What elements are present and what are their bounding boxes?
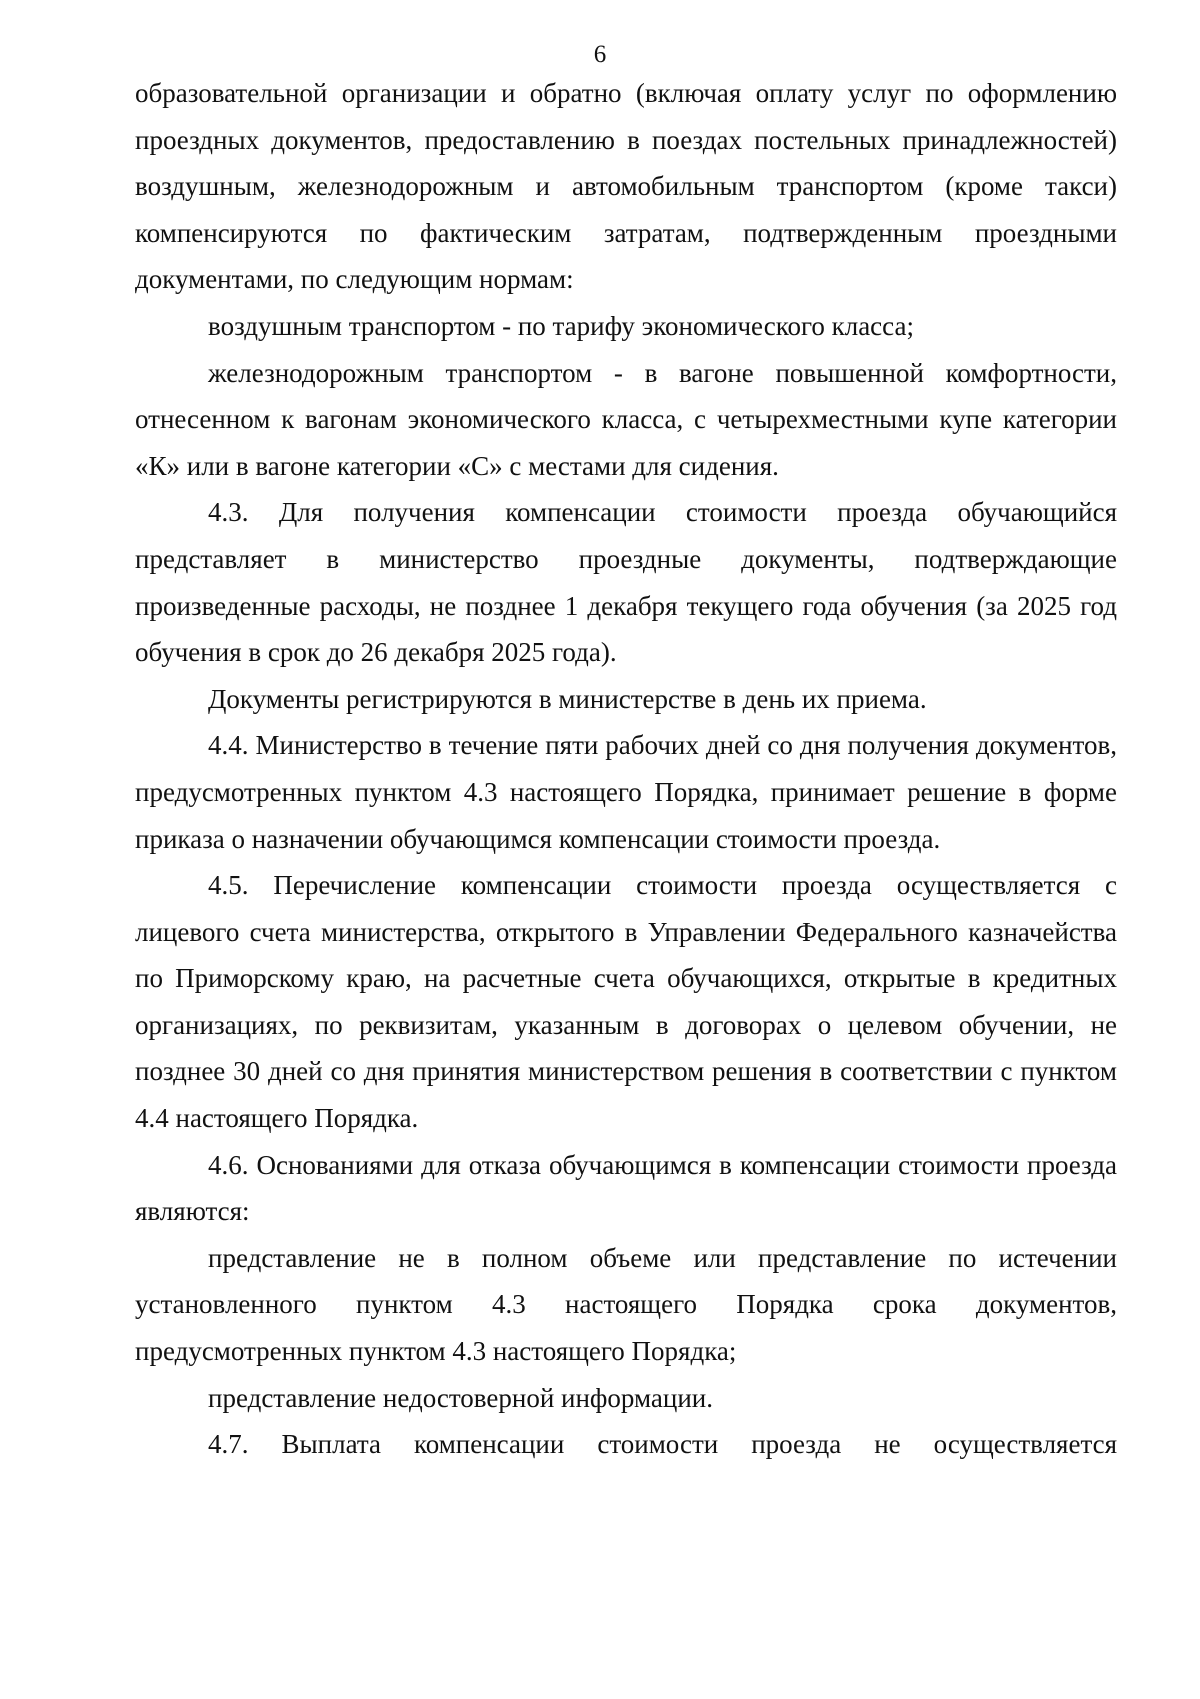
paragraph-refusal-ground-2: представление недостоверной информации. [208,1382,713,1413]
paragraph-4-7: 4.7. Выплата компенсации стоимости проезда не осуществляется [208,1429,1117,1460]
paragraph-air-transport: воздушным транспортом - по тарифу экономического класса; [208,310,914,341]
page-number: 6 [593,41,607,68]
paragraph-4-5: 4.5. Перечисление компенсации стоимости проезда осуществляется с лицевого счета министерства, открытого в Управлении Федерального казначейства по Приморскому краю, на расчетные счета обучающихся, открытые в кредитных организациях, по реквизитам, указанным в договорах о целевом обучении, не позднее 30 дней со дня принятия министерством решения в соответствии с пунктом 4.4 настоящего Порядка. [135,870,1117,1134]
paragraph-rail-transport: железнодорожным транспортом - в вагоне повышенной комфортности, отнесенном к вагонам экономического класса, с четырехместными купе категории «К» или в вагоне категории «С» с местами для сидения. [135,357,1117,481]
paragraph-registration: Документы регистрируются в министерстве в день их приема. [208,683,927,714]
paragraph-4-4: 4.4. Министерство в течение пяти рабочих дней со дня получения документов, предусмотренных пунктом 4.3 настоящего Порядка, принимает решение в форме приказа о назначении обучающимся компенсации стоимости проезда. [135,730,1117,854]
paragraph-continuation: образовательной организации и обратно (включая оплату услуг по оформлению проездных документов, предоставлению в поездах постельных принадлежностей) воздушным, железнодорожным и автомобильным транспортом (кроме такси) компенсируются по фактическим затратам, подтвержденным проездными документами, по следующим нормам: [135,78,1117,295]
paragraph-4-6: 4.6. Основаниями для отказа обучающимся в компенсации стоимости проезда являются: [135,1149,1117,1227]
document-body [135,70,1117,1468]
paragraph-refusal-ground-1: представление не в полном объеме или представление по истечении установленного пунктом 4.3 настоящего Порядка срока документов, предусмотренных пунктом 4.3 настоящего Порядка; [135,1242,1117,1367]
paragraph-4-3: 4.3. Для получения компенсации стоимости проезда обучающийся представляет в министерство проездные документы, подтверждающие произведенные расходы, не позднее 1 декабря текущего года обучения (за 2025 год обучения в срок до 26 декабря 2025 года). [135,497,1117,668]
